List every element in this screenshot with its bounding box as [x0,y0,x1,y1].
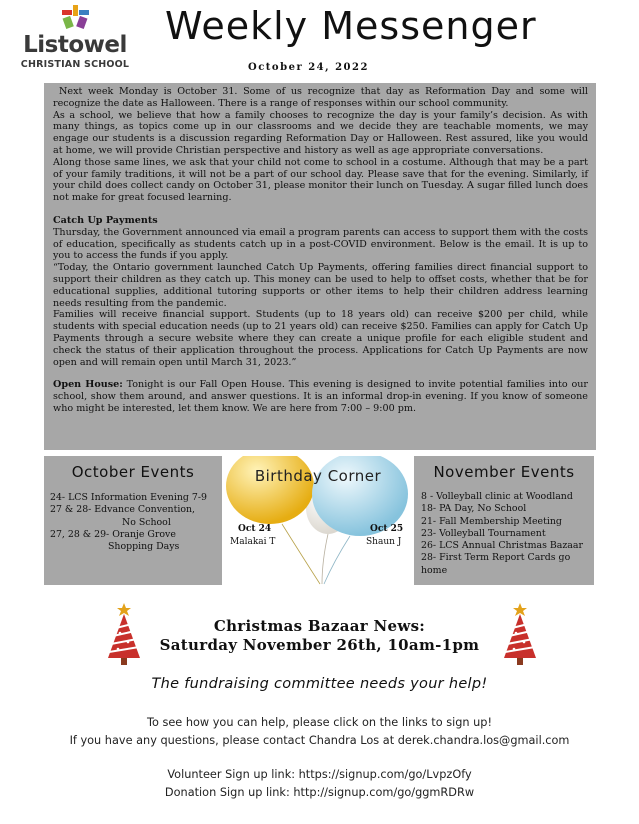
issue-date: October 24, 2022 [248,62,369,73]
birthday-name: Malakai T [230,537,276,547]
event-item: 27 & 28- Edvance Convention, [50,504,196,516]
event-item: Shopping Days [108,541,180,553]
school-logo [20,4,130,70]
paragraph: Next week Monday is October 31. Some of us recognize that day as Reformation Day and some will recognize the date as Halloween. There is a range of responses within our school community. [53,86,588,109]
birthday-date: Oct 25 [370,524,404,534]
event-item: home [421,564,448,576]
birthday-corner [222,456,414,585]
bazaar-heading: Christmas Bazaar News: [213,617,426,635]
november-events-panel [414,456,594,585]
event-item: 21- Fall Membership Meeting [421,515,562,527]
october-events-panel [44,456,222,585]
volunteer-link[interactable]: Volunteer Sign up link: https://signup.com/go/LvpzOfy [167,768,472,781]
logo-figure-icon [56,4,94,34]
main-notice [44,83,596,450]
paragraph: “Today, the Ontario government launched Catch Up Payments, offering families direct financial support to support their children as they catch up. This money can be used to help to offset costs, whether that be for educational supplies, additional tutoring supports or other items to help their children address learning needs resulting from the pandemic. [53,262,588,309]
contact-line[interactable]: If you have any questions, please contact Chandra Los at derek.chandra.los@gmail.com [69,734,570,747]
open-house-paragraph: Open House: Tonight is our Fall Open House. This evening is designed to invite potential families into our school, show them around, and answer questions. It is an informal drop-in evening. If you know of someone who might be interested, let them know. We are here from 7:00 – 9:00 pm. [53,379,588,414]
october-events-title: October Events [71,463,195,481]
event-item: 27, 28 & 29- Oranje Grove [50,528,176,540]
event-item: No School [122,516,171,528]
paragraph: Families will receive financial support. Students (up to 18 years old) can receive $200 per child, while students with special education needs (up to 21 years old) can receive $250. Families can apply for Catch Up Payments through a secure website where they can create a unique profile for each eligible student and check the status of their application throughout the process. Applications for Catch Up Payments are now open and will remain open until March 31, 2023.” [53,309,588,368]
event-item: 26- LCS Annual Christmas Bazaar [421,540,583,552]
paragraph: As a school, we believe that how a family chooses to recognize the day is your family’s decision. As with many things, as topics come up in our classrooms and we decide they are teachable moments, we may engage our students is a discussion regarding Reformation Day or Halloween. Rest assured, like you would at home, we will provide Christian perspective and history as well as age appropriate conversations. [53,109,588,156]
catchup-heading: Catch Up Payments [53,214,158,226]
signup-instruction: To see how you can help, please click on the links to sign up! [146,716,493,729]
event-item: 23- Volleyball Tournament [421,527,546,539]
event-item: 28- First Term Report Cards go [421,552,571,564]
birthday-name: Shaun J [366,537,402,547]
bazaar-date: Saturday November 26th, 10am-1pm [159,636,480,654]
event-item: 8 - Volleyball clinic at Woodland [421,491,573,502]
event-item: 18- PA Day, No School [421,503,527,515]
birthday-date: Oct 24 [238,524,272,534]
help-callout: The fundraising committee needs your help! [151,676,488,692]
school-subtitle: CHRISTIAN SCHOOL [20,59,130,70]
november-events-title: November Events [433,463,575,481]
event-item: 24- LCS Information Evening 7-9 [50,492,207,503]
paragraph: Thursday, the Government announced via email a program parents can access to support them with the costs of education, specifically as students catch up in a post-COVID environment. Below is the email. It is up to you to access the funds if you apply. [53,226,588,262]
open-house-label: Open House: [53,379,123,391]
paragraph: Along those same lines, we ask that your child not come to school in a costume. Although that may be a part of your family traditions, it will not be a part of our school day. Please save that for the evening. Similarly, if your child does collect candy on October 31, please monitor their lunch on Tuesday. A sugar filled lunch does not make for great focused learning. [53,156,588,204]
newsletter-title: Weekly Messenger [165,4,537,48]
birthday-title: Birthday Corner [254,467,382,485]
school-name: Listowel [23,32,127,58]
donation-link[interactable]: Donation Sign up link: http://signup.com/go/ggmRDRw [164,786,475,799]
